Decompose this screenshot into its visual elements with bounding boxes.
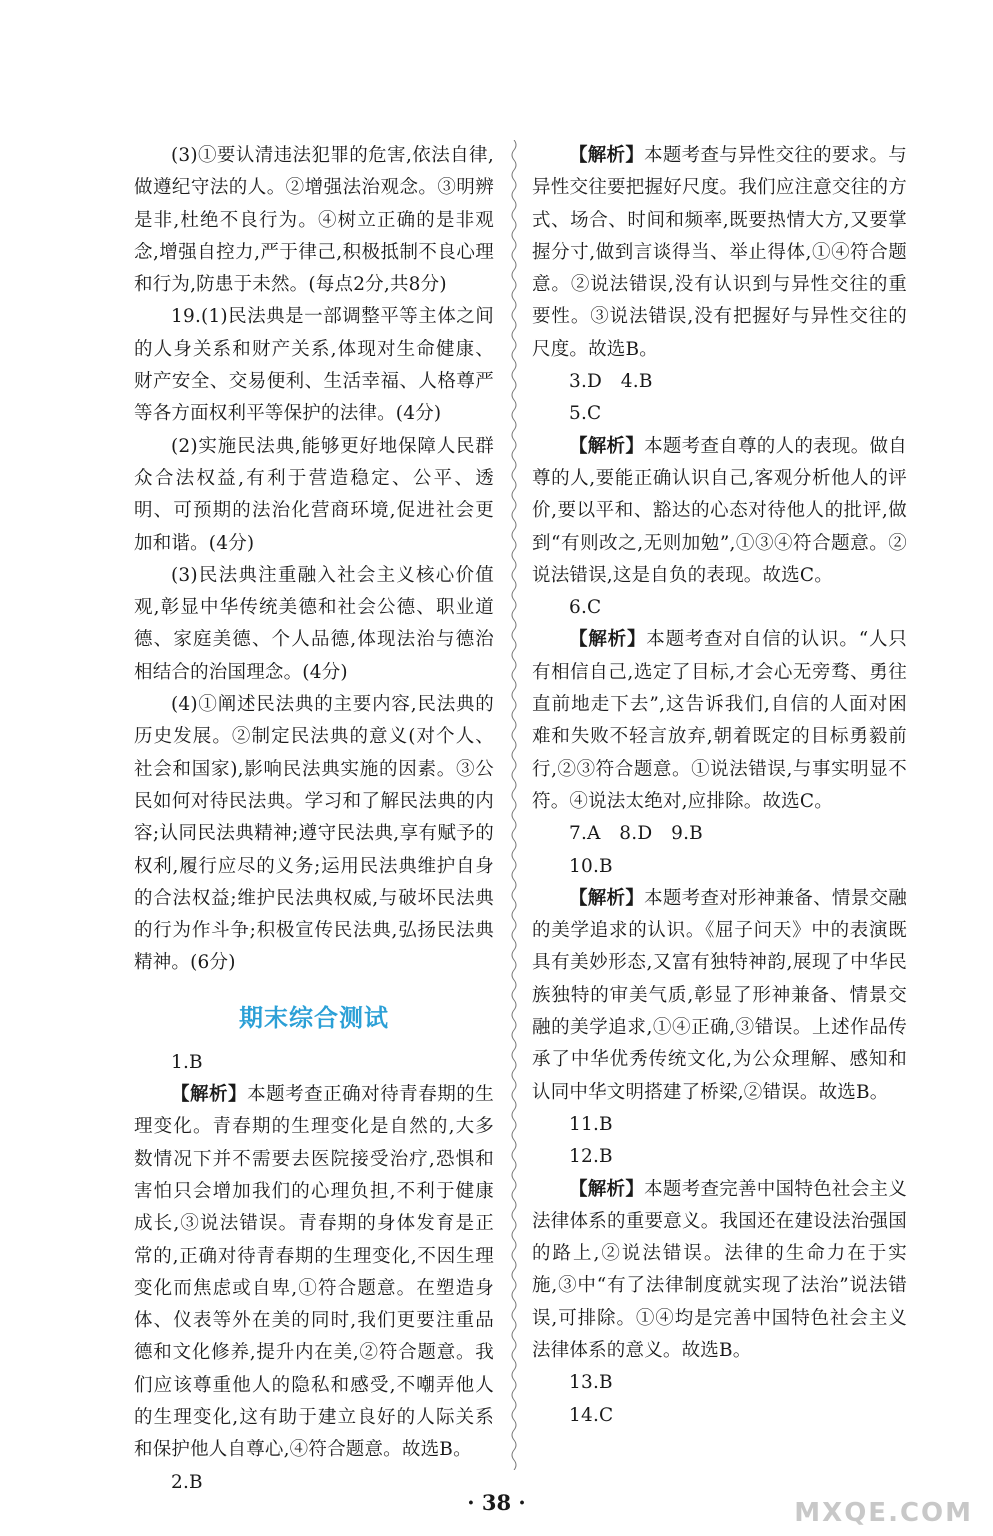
explanation: [532, 1174, 907, 1368]
explanation-text: 本题考查正确对待青春期的生理变化。青春期的生理变化是自然的,大多数情况下并不需要去医院接受治疗,恐惧和害怕只会增加我们的心理负担,不利于健康成长,③说法错误。青春期的身体发育是正常的,正确对待青春期的生理变化,不因生理变化而焦虑或自卑,①符合题意。在塑造身体、仪表等外在美的同时,我们更要注重品德和文化修养,提升内在美,②符合题意。我们应该尊重他人的隐私和感受,不嘲弄他人的生理变化,这有助于建立良好的人际关系和保护他人自尊心,④符合题意。故选B。: [134, 1084, 494, 1461]
explanation: [532, 431, 907, 592]
answer-paragraph: (3)民法典注重融入社会主义核心价值观,彰显中华传统美德和社会公德、职业道德、家庭美德、个人品德,体现法治与德治相结合的治国理念。(4分): [134, 564, 494, 683]
answer-key: 14.C: [569, 1404, 614, 1426]
analysis-tag: 【解析】: [569, 435, 645, 457]
answer-paragraph: 19.(1)民法典是一部调整平等主体之间的人身关系和财产关系,体现对生命健康、财产安全、交易便利、生活幸福、人格尊严等各方面权利平等保护的法律。(4分): [134, 306, 494, 425]
answer-paragraph: (2)实施民法典,能够更好地保障人民群众合法权益,有利于营造稳定、公平、透明、可预期的法治化营商环境,促进社会更加和谐。(4分): [134, 435, 494, 554]
watermark: MXQE.COM: [794, 1498, 973, 1528]
section-title: 期末综合测试: [239, 1003, 389, 1032]
left-column: [134, 140, 494, 1499]
analysis-tag: 【解析】: [569, 629, 647, 651]
answer-key: 11.B: [569, 1113, 613, 1135]
explanation-text: 本题考查对形神兼备、情景交融的美学追求的认识。《屈子问天》中的表演既具有美妙形态,又富有独特神韵,展现了中华民族独特的审美气质,彰显了形神兼备、情景交融的美学追求,①④正确,③错误。上述作品传承了中华优秀传统文化,为公众理解、感知和认同中华文明搭建了桥梁,②错误。故选B。: [532, 887, 907, 1103]
answer-key: 3.D 4.B: [569, 371, 653, 393]
analysis-tag: 【解析】: [171, 1084, 248, 1106]
explanation: [532, 624, 907, 818]
answer-key: 13.B: [569, 1372, 613, 1394]
analysis-tag: 【解析】: [569, 1178, 645, 1200]
analysis-tag: 【解析】: [569, 887, 645, 909]
explanation: [134, 1079, 494, 1467]
answer-paragraph: (3)①要认清违法犯罪的危害,依法自律,做遵纪守法的人。②增强法治观念。③明辨是非,杜绝不良行为。④树立正确的是非观念,增强自控力,严于律己,积极抵制不良心理和行为,防患于未然。(每点2分,共8分): [134, 145, 494, 296]
explanation-text: 本题考查与异性交往的要求。与异性交往要把握好尺度。我们应注意交往的方式、场合、时间和频率,既要热情大方,又要掌握分寸,做到言谈得当、举止得体,①④符合题意。②说法错误,没有认识到与异性交往的重要性。③说法错误,没有把握好与异性交往的尺度。故选B。: [532, 145, 907, 360]
answer-key: 2.B: [171, 1471, 203, 1493]
explanation-text: 本题考查对自信的认识。“人只有相信自己,选定了目标,才会心无旁骛、勇往直前地走下去”,这告诉我们,自信的人面对困难和失败不轻言放弃,朝着既定的目标勇毅前行,②③符合题意。①说法错误,与事实明显不符。④说法太绝对,应排除。故选C。: [532, 629, 907, 812]
right-column: [532, 140, 907, 1432]
explanation: [532, 883, 907, 1109]
answer-key: 6.C: [569, 597, 602, 619]
column-divider: [510, 140, 518, 1470]
page-number: · 38 ·: [467, 1490, 526, 1515]
explanation-text: 本题考查完善中国特色社会主义法律体系的重要意义。我国还在建设法治强国的路上,②说法错误。法律的生命力在于实施,③中“有了法律制度就实现了法治”说法错误,可排除。①④均是完善中国特色社会主义法律体系的意义。故选B。: [532, 1178, 907, 1361]
answer-key: 5.C: [569, 403, 602, 425]
explanation: [532, 140, 907, 366]
answer-key: 7.A 8.D 9.B: [569, 823, 703, 845]
answer-key: 12.B: [569, 1146, 613, 1168]
analysis-tag: 【解析】: [569, 145, 645, 166]
explanation-text: 本题考查自尊的人的表现。做自尊的人,要能正确认识自己,客观分析他人的评价,要以平和、豁达的心态对待他人的批评,做到“有则改之,无则加勉”,①③④符合题意。②说法错误,这是自负的表现。故选C。: [532, 435, 907, 586]
answer-key: 10.B: [569, 855, 613, 877]
answer-paragraph: (4)①阐述民法典的主要内容,民法典的历史发展。②制定民法典的意义(对个人、社会和国家),影响民法典实施的因素。③公民如何对待民法典。学习和了解民法典的内容;认同民法典精神;遵守民法典,享有赋予的权利,履行应尽的义务;运用民法典维护自身的合法权益;维护民法典权威,与破坏民法典的行为作斗争;积极宣传民法典,弘扬民法典精神。(6分): [134, 694, 494, 974]
answer-key: 1.B: [171, 1051, 203, 1073]
